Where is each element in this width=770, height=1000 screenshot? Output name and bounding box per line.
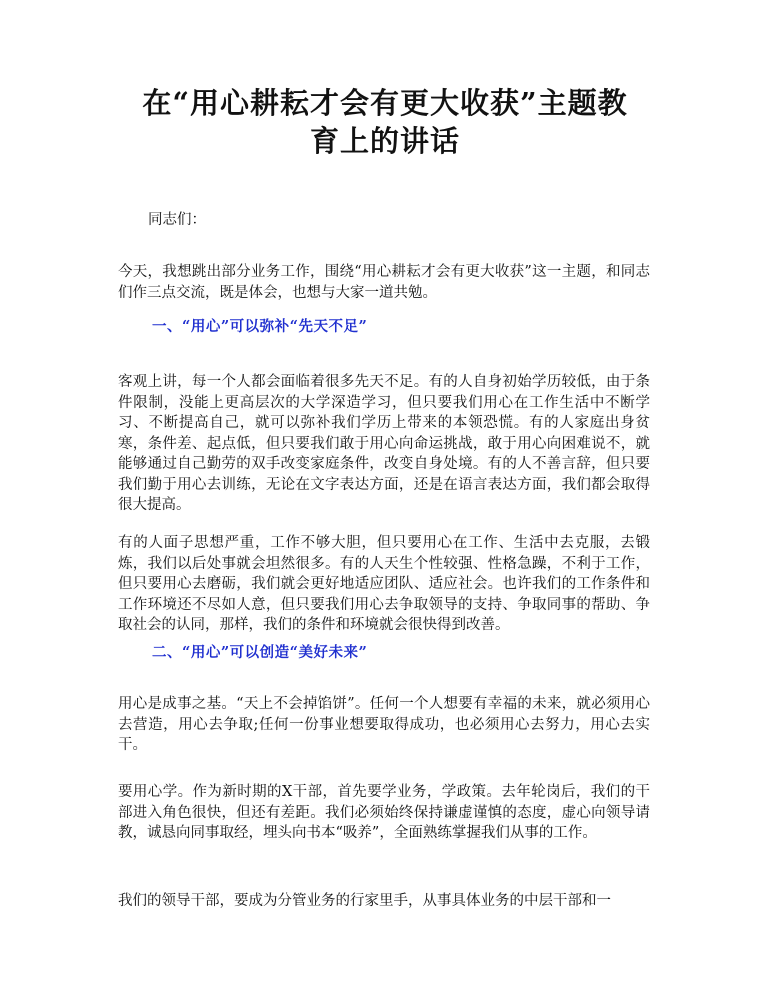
intro-paragraph: 今天，我想跳出部分业务工作，围绕“用心耕耘才会有更大收获”这一主题，和同志们作三点交流，既是体会，也想与大家一道共勉。 [118, 264, 650, 301]
document-title-line-1: 在“用心耕耘才会有更大收获”主题教 [142, 86, 628, 120]
greeting: 同志们： [148, 212, 206, 228]
section-2-heading: 二、“用心”可以创造“美好未来” [152, 644, 368, 661]
section-1-paragraph-1: 客观上讲，每一个人都会面临着很多先天不足。有的人自身初始学历较低，由于条件限制，没能上更高层次的大学深造学习，但只要我们用心在工作生活中不断学习、不断提高自己，就可以弥补我们学历上带来的本领恐慌。有的人家庭出身贫寒，条件差、起点低，但只要我们敢于用心向命运挑战，敢于用心向困难说不，就能够通过自己勤劳的双手改变家庭条件，改变自身处境。有的人不善言辞，但只要我们勤于用心去训练，无论在文字表达方面，还是在语言表达方面，我们都会取得很大提高。 [118, 374, 650, 513]
section-1-paragraph-2: 有的人面子思想严重，工作不够大胆，但只要用心在工作、生活中去克服，去锻炼，我们以后处事就会坦然很多。有的人天生个性较强、性格急躁，不利于工作，但只要用心去磨砺，我们就会更好地适应团队、适应社会。也许我们的工作条件和工作环境还不尽如人意，但只要我们用心去争取领导的支持、争取同事的帮助、争取社会的认同，那样，我们的条件和环境就会很快得到改善。 [118, 535, 650, 633]
section-1-heading: 一、“用心”可以弥补“先天不足” [152, 318, 368, 335]
document-title-line-2: 育上的讲话 [309, 124, 460, 158]
section-2-paragraph-3: 我们的领导干部，要成为分管业务的行家里手，从事具体业务的中层干部和一 [118, 893, 611, 909]
section-2-paragraph-2: 要用心学。作为新时期的X干部，首先要学业务，学政策。去年轮岗后，我们的干部进入角色很快，但还有差距。我们必须始终保持谦虚谨慎的态度，虚心向领导请教，诚恳向同事取经，埋头向书本“吸养”，全面熟练掌握我们从事的工作。 [118, 784, 650, 841]
section-2-paragraph-1: 用心是成事之基。“天上不会掉馅饼”。任何一个人想要有幸福的未来，就必须用心去营造，用心去争取;任何一份事业想要取得成功，也必须用心去努力，用心去实干。 [118, 696, 650, 753]
